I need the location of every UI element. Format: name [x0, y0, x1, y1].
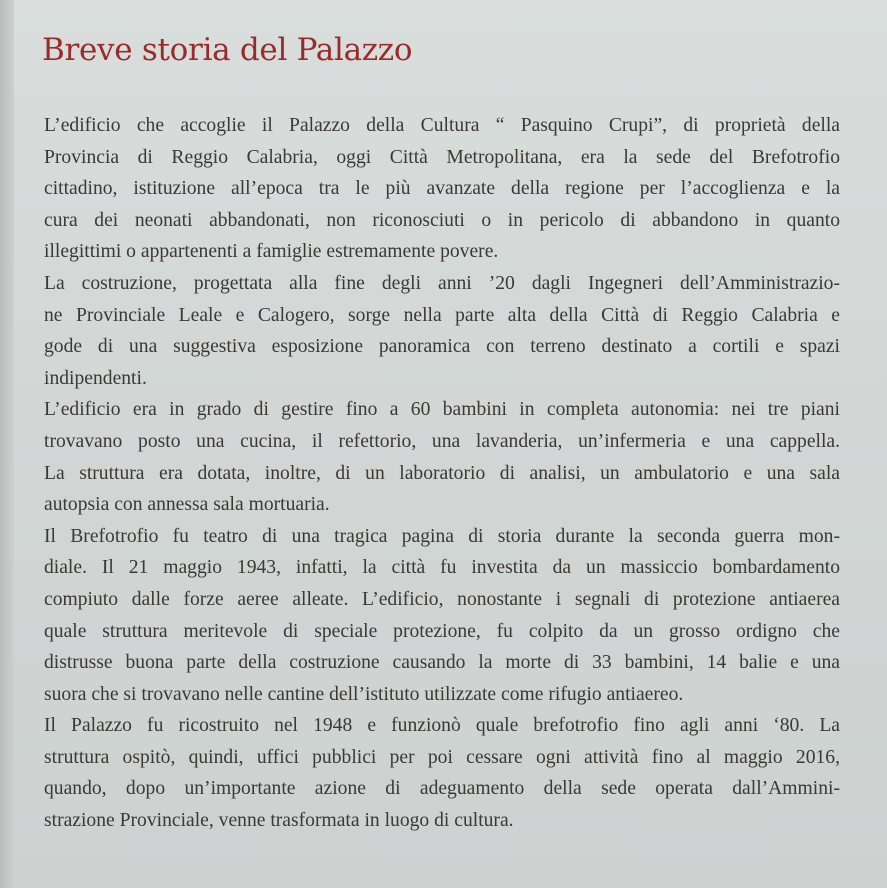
text-line: distrusse buona parte della costruzione causando la morte di 33 bambini, 14 balie e una — [44, 652, 840, 674]
text-line: autopsia con annessa sala mortuaria. — [44, 494, 330, 516]
panel-frame-edge — [0, 0, 14, 888]
text-line: L’edificio che accoglie il Palazzo della Cultura “ Pasquino Crupi”, di proprietà della — [44, 115, 840, 136]
text-line: indipendenti. — [44, 367, 147, 389]
paragraph-bombing — [44, 521, 840, 711]
paragraph-reconstruction — [44, 710, 840, 836]
text-line: gode di una suggestiva esposizione panoramica con terreno destinato a cortili e spazi — [44, 336, 840, 358]
text-line: struttura ospitò, quindi, uffici pubblici per poi cessare ogni attività fino al maggio 2016, — [44, 746, 840, 768]
text-line: L’edificio era in grado di gestire fino a 60 bambini in completa autonomia: nei tre piani — [44, 399, 840, 421]
text-line: quando, dopo un’importante azione di adeguamento della sede operata dall’Ammini- — [44, 778, 840, 800]
text-line: ne Provinciale Leale e Calogero, sorge nella parte alta della Città di Reggio Calabria e — [44, 304, 840, 326]
text-line: Provincia di Reggio Calabria, oggi Città Metropolitana, era la sede del Brefotrofio — [44, 146, 840, 168]
text-line: illegittimi o appartenenti a famiglie estremamente povere. — [44, 241, 499, 263]
text-line: trovavano posto una cucina, il refettorio, una lavanderia, un’infermeria e una cappella. — [44, 430, 840, 452]
text-line: compiuto dalle forze aeree alleate. L’edificio, nonostante i segnali di protezione antiaerea — [44, 588, 840, 610]
text-line: La struttura era dotata, inoltre, di un laboratorio di analisi, un ambulatorio e una sala — [44, 462, 840, 484]
text-line: cittadino, istituzione all’epoca tra le più avanzate della regione per l’accoglienza e la — [44, 178, 840, 200]
text-line: quale struttura meritevole di speciale protezione, fu colpito da un grosso ordigno che — [44, 620, 840, 642]
text-line: cura dei neonati abbandonati, non riconosciuti o in pericolo di abbandono in quanto — [44, 209, 840, 231]
text-line: strazione Provinciale, venne trasformata in luogo di cultura. — [44, 810, 514, 832]
text-line: suora che si trovavano nelle cantine dell’istituto utilizzate come rifugio antiaereo. — [44, 683, 684, 705]
text-line: La costruzione, progettata alla fine degli anni ’20 dagli Ingegneri dell’Amministrazio- — [44, 272, 840, 294]
text-line: Il Brefotrofio fu teatro di una tragica pagina di storia durante la seconda guerra mon- — [44, 525, 840, 547]
text-line: diale. Il 21 maggio 1943, infatti, la città fu investita da un massiccio bombardamento — [44, 557, 840, 579]
paragraph-construction — [44, 268, 840, 394]
paragraph-capacity — [44, 394, 840, 520]
paragraph-building-origin — [44, 110, 840, 268]
page-title: Breve storia del Palazzo — [42, 32, 413, 68]
history-text — [44, 110, 840, 837]
text-line: Il Palazzo fu ricostruito nel 1948 e funzionò quale brefotrofio fino agli anni ‘80. La — [44, 715, 840, 737]
